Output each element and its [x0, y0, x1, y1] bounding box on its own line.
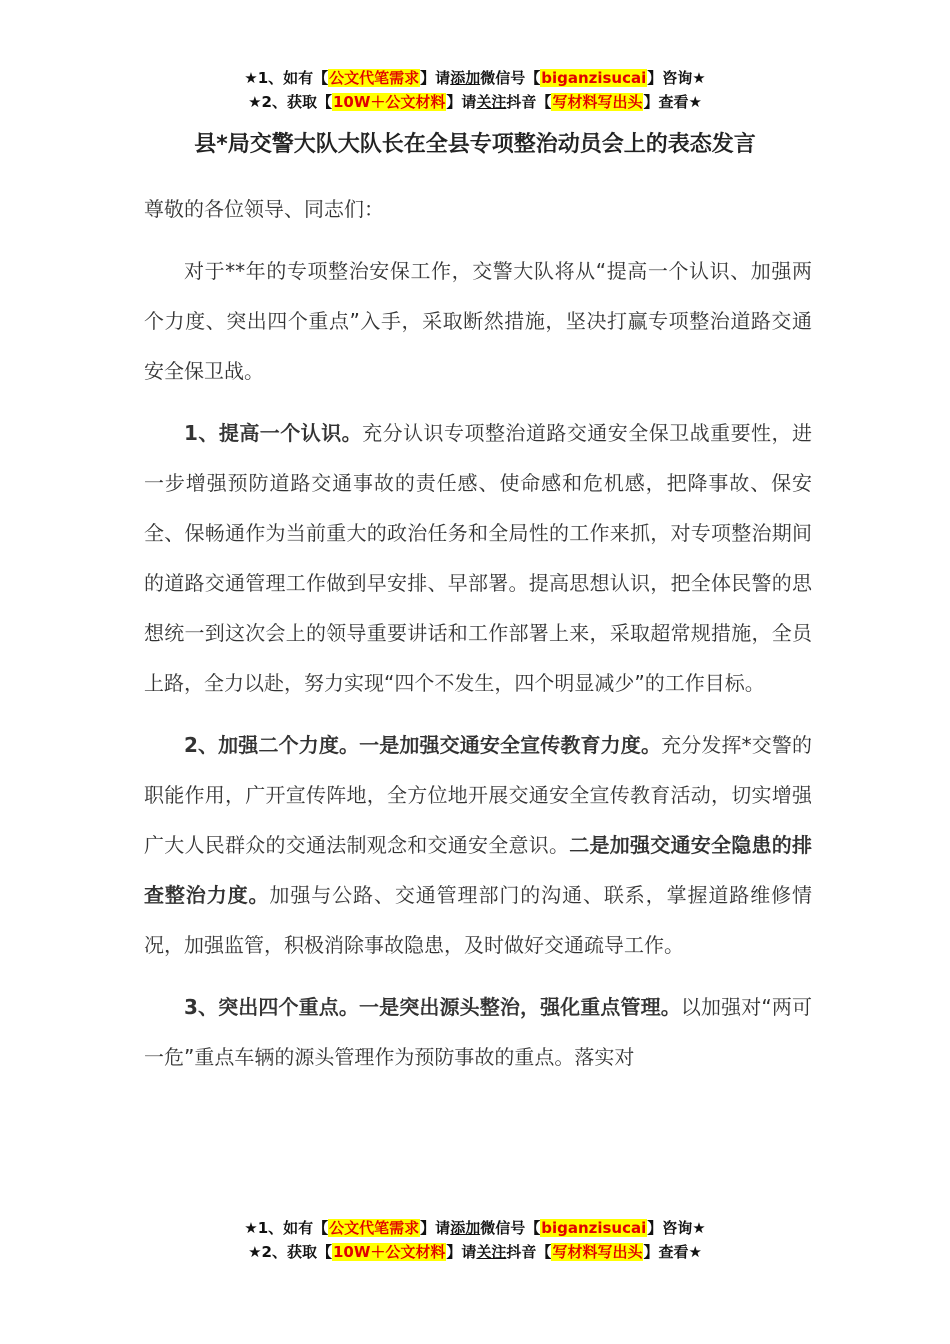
- highlight-douyin-account: 写材料写出头: [552, 93, 643, 111]
- highlight-wechat-id: biganzisucai: [541, 69, 647, 87]
- banner-line-1: ★1、如有【公文代笔需求】请添加微信号【biganzisucai】咨询★: [244, 69, 706, 87]
- salutation: 尊敬的各位领导、同志们：: [144, 197, 384, 221]
- document-title: 县*局交警大队大队长在全县专项整治动员会上的表态发言: [194, 132, 756, 157]
- banner-line-2: ★2、获取【10W＋公文材料】请关注抖音【写材料写出头】查看★: [248, 93, 702, 111]
- document-body: [144, 184, 812, 1094]
- highlight-service: 公文代笔需求: [329, 1219, 420, 1237]
- banner-line-1: ★1、如有【公文代笔需求】请添加微信号【biganzisucai】咨询★: [244, 1219, 706, 1237]
- footer-banner: [0, 1216, 950, 1264]
- highlight-materials: 10W＋公文材料: [332, 1243, 446, 1261]
- intro-paragraph: 对于**年的专项整治安保工作，交警大队将从“提高一个认识、加强两个力度、突出四个重点”入手，采取断然措施，坚决打赢专项整治道路交通安全保卫战。: [144, 259, 812, 383]
- highlight-douyin-account: 写材料写出头: [552, 1243, 643, 1261]
- paragraph-3: 3、突出四个重点。一是突出源头整治，强化重点管理。以加强对“两可一危”重点车辆的源头管理作为预防事故的重点。落实对: [144, 995, 812, 1069]
- highlight-materials: 10W＋公文材料: [332, 93, 446, 111]
- header-banner: [0, 66, 950, 114]
- banner-line-2: ★2、获取【10W＋公文材料】请关注抖音【写材料写出头】查看★: [248, 1243, 702, 1261]
- highlight-wechat-id: biganzisucai: [541, 1219, 647, 1237]
- paragraph-1: 1、提高一个认识。充分认识专项整治道路交通安全保卫战重要性，进一步增强预防道路交通事故的责任感、使命感和危机感，把降事故、保安全、保畅通作为当前重大的政治任务和全局性的工作来抓，对专项整治期间的道路交通管理工作做到早安排、早部署。提高思想认识，把全体民警的思想统一到这次会上的领导重要讲话和工作部署上来，采取超常规措施，全员上路，全力以赴，努力实现“四个不发生，四个明显减少”的工作目标。: [144, 421, 812, 695]
- highlight-service: 公文代笔需求: [329, 69, 420, 87]
- paragraph-2: 2、加强二个力度。一是加强交通安全宣传教育力度。充分发挥*交警的职能作用，广开宣传阵地，全方位地开展交通安全宣传教育活动，切实增强广大人民群众的交通法制观念和交通安全意识。二是加强交通安全隐患的排查整治力度。加强与公路、交通管理部门的沟通、联系，掌握道路维修情况，加强监管，积极消除事故隐患，及时做好交通疏导工作。: [144, 733, 813, 957]
